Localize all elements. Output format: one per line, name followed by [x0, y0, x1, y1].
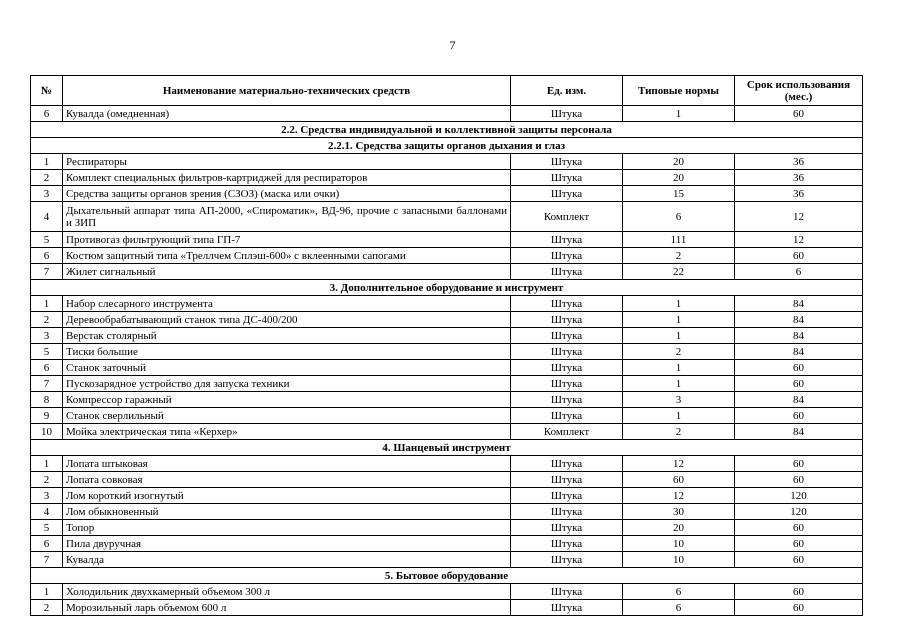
cell-unit: Штука [511, 344, 623, 360]
cell-unit: Штука [511, 520, 623, 536]
table-row [31, 312, 863, 328]
cell-norm: 6 [623, 584, 735, 600]
cell-name: Морозильный ларь объемом 600 л [63, 600, 511, 616]
cell-name: Дыхательный аппарат типа АП-2000, «Спироматик», ВД-96, прочие с запасными баллонами и ЗИП [63, 202, 511, 232]
cell-name: Средства защиты органов зрения (СЗОЗ) (маска или очки) [63, 186, 511, 202]
cell-unit: Комплект [511, 424, 623, 440]
table-row [31, 472, 863, 488]
cell-name: Компрессор гаражный [63, 392, 511, 408]
cell-name: Пила двуручная [63, 536, 511, 552]
section-row [31, 138, 863, 154]
table-row [31, 170, 863, 186]
cell-name: Костюм защитный типа «Треллчем Сплэш-600» с вклеенными сапогами [63, 248, 511, 264]
cell-num: 4 [31, 202, 63, 232]
cell-norm: 6 [623, 202, 735, 232]
cell-unit: Штука [511, 186, 623, 202]
cell-term: 60 [735, 472, 863, 488]
table-body [31, 106, 863, 616]
table-row [31, 584, 863, 600]
cell-norm: 2 [623, 424, 735, 440]
cell-term: 36 [735, 170, 863, 186]
cell-num: 7 [31, 264, 63, 280]
cell-term: 84 [735, 424, 863, 440]
section-row [31, 440, 863, 456]
cell-name: Лопата совковая [63, 472, 511, 488]
cell-name: Лом обыкновенный [63, 504, 511, 520]
page-number: 7 [449, 38, 456, 52]
table-row [31, 154, 863, 170]
cell-norm: 2 [623, 248, 735, 264]
cell-norm: 3 [623, 392, 735, 408]
cell-norm: 2 [623, 344, 735, 360]
cell-unit: Штука [511, 600, 623, 616]
cell-term: 84 [735, 344, 863, 360]
cell-num: 4 [31, 504, 63, 520]
cell-name: Лом короткий изогнутый [63, 488, 511, 504]
cell-num: 2 [31, 472, 63, 488]
cell-norm: 1 [623, 376, 735, 392]
table-header-row [31, 76, 863, 106]
cell-num: 6 [31, 536, 63, 552]
cell-term: 6 [735, 264, 863, 280]
cell-unit: Штука [511, 536, 623, 552]
cell-term: 60 [735, 106, 863, 122]
table-row [31, 600, 863, 616]
cell-term: 60 [735, 456, 863, 472]
table-row [31, 488, 863, 504]
cell-name: Топор [63, 520, 511, 536]
table-row [31, 264, 863, 280]
section-title: 2.2.1. Средства защиты органов дыхания и глаз [31, 138, 863, 154]
cell-unit: Штука [511, 376, 623, 392]
equipment-table [30, 75, 863, 616]
cell-term: 84 [735, 296, 863, 312]
cell-term: 84 [735, 392, 863, 408]
cell-num: 2 [31, 170, 63, 186]
cell-unit: Штука [511, 488, 623, 504]
cell-term: 12 [735, 202, 863, 232]
cell-num: 6 [31, 106, 63, 122]
section-title: 4. Шанцевый инструмент [31, 440, 863, 456]
cell-num: 2 [31, 312, 63, 328]
cell-unit: Штука [511, 264, 623, 280]
cell-unit: Штука [511, 360, 623, 376]
table-row [31, 360, 863, 376]
table-row [31, 248, 863, 264]
cell-name: Холодильник двухкамерный объемом 300 л [63, 584, 511, 600]
header-unit: Ед. изм. [511, 76, 623, 106]
table-row [31, 424, 863, 440]
table-row [31, 408, 863, 424]
cell-norm: 20 [623, 520, 735, 536]
cell-norm: 12 [623, 456, 735, 472]
cell-norm: 10 [623, 536, 735, 552]
cell-unit: Штука [511, 106, 623, 122]
cell-unit: Штука [511, 456, 623, 472]
cell-norm: 20 [623, 154, 735, 170]
cell-norm: 1 [623, 408, 735, 424]
cell-term: 120 [735, 488, 863, 504]
table-row [31, 456, 863, 472]
table-row [31, 504, 863, 520]
cell-norm: 60 [623, 472, 735, 488]
cell-unit: Комплект [511, 202, 623, 232]
cell-num: 5 [31, 232, 63, 248]
cell-norm: 1 [623, 106, 735, 122]
cell-num: 5 [31, 344, 63, 360]
cell-norm: 10 [623, 552, 735, 568]
cell-num: 9 [31, 408, 63, 424]
cell-num: 3 [31, 488, 63, 504]
cell-term: 36 [735, 154, 863, 170]
cell-term: 36 [735, 186, 863, 202]
cell-num: 2 [31, 600, 63, 616]
table-row [31, 344, 863, 360]
cell-name: Респираторы [63, 154, 511, 170]
cell-term: 60 [735, 536, 863, 552]
cell-num: 3 [31, 328, 63, 344]
cell-num: 6 [31, 248, 63, 264]
cell-term: 60 [735, 408, 863, 424]
cell-norm: 15 [623, 186, 735, 202]
table-row [31, 552, 863, 568]
section-row [31, 568, 863, 584]
cell-name: Лопата штыковая [63, 456, 511, 472]
header-name: Наименование материально-технических средств [63, 76, 511, 106]
cell-term: 84 [735, 312, 863, 328]
table-row [31, 106, 863, 122]
table-row [31, 536, 863, 552]
cell-term: 60 [735, 552, 863, 568]
cell-name: Тиски большие [63, 344, 511, 360]
cell-norm: 30 [623, 504, 735, 520]
cell-unit: Штука [511, 328, 623, 344]
cell-num: 5 [31, 520, 63, 536]
table-row [31, 328, 863, 344]
cell-term: 12 [735, 232, 863, 248]
cell-name: Кувалда [63, 552, 511, 568]
cell-name: Верстак столярный [63, 328, 511, 344]
table-row [31, 376, 863, 392]
cell-term: 60 [735, 520, 863, 536]
header-num: № [31, 76, 63, 106]
cell-num: 1 [31, 296, 63, 312]
table-row [31, 392, 863, 408]
cell-term: 60 [735, 248, 863, 264]
cell-unit: Штука [511, 232, 623, 248]
section-title: 2.2. Средства индивидуальной и коллективной защиты персонала [31, 122, 863, 138]
cell-name: Мойка электрическая типа «Керхер» [63, 424, 511, 440]
cell-unit: Штука [511, 312, 623, 328]
cell-num: 7 [31, 376, 63, 392]
cell-name: Станок заточный [63, 360, 511, 376]
cell-num: 7 [31, 552, 63, 568]
section-title: 5. Бытовое оборудование [31, 568, 863, 584]
cell-term: 84 [735, 328, 863, 344]
cell-term: 60 [735, 360, 863, 376]
table-row [31, 202, 863, 232]
cell-norm: 20 [623, 170, 735, 186]
table-row [31, 232, 863, 248]
header-term: Срок использования (мес.) [735, 76, 863, 106]
cell-term: 60 [735, 584, 863, 600]
cell-term: 60 [735, 600, 863, 616]
cell-name: Противогаз фильтрующий типа ГП-7 [63, 232, 511, 248]
section-title: 3. Дополнительное оборудование и инструмент [31, 280, 863, 296]
cell-unit: Штука [511, 408, 623, 424]
table-row [31, 186, 863, 202]
cell-term: 120 [735, 504, 863, 520]
cell-norm: 1 [623, 312, 735, 328]
section-row [31, 280, 863, 296]
cell-unit: Штука [511, 248, 623, 264]
cell-unit: Штука [511, 552, 623, 568]
table-row [31, 296, 863, 312]
cell-num: 6 [31, 360, 63, 376]
cell-name: Станок сверлильный [63, 408, 511, 424]
cell-num: 10 [31, 424, 63, 440]
cell-unit: Штука [511, 472, 623, 488]
cell-norm: 1 [623, 360, 735, 376]
cell-unit: Штука [511, 170, 623, 186]
cell-norm: 6 [623, 600, 735, 616]
cell-norm: 111 [623, 232, 735, 248]
header-norm: Типовые нормы [623, 76, 735, 106]
cell-num: 8 [31, 392, 63, 408]
cell-norm: 22 [623, 264, 735, 280]
cell-num: 1 [31, 154, 63, 170]
cell-unit: Штука [511, 154, 623, 170]
cell-term: 60 [735, 376, 863, 392]
cell-name: Набор слесарного инструмента [63, 296, 511, 312]
cell-unit: Штука [511, 584, 623, 600]
section-row [31, 122, 863, 138]
cell-num: 1 [31, 456, 63, 472]
cell-unit: Штука [511, 296, 623, 312]
cell-unit: Штука [511, 392, 623, 408]
cell-norm: 12 [623, 488, 735, 504]
cell-norm: 1 [623, 328, 735, 344]
cell-unit: Штука [511, 504, 623, 520]
cell-name: Деревообрабатывающий станок типа ДС-400/200 [63, 312, 511, 328]
cell-norm: 1 [623, 296, 735, 312]
cell-name: Комплект специальных фильтров-картриджей для респираторов [63, 170, 511, 186]
cell-name: Кувалда (омедненная) [63, 106, 511, 122]
table-row [31, 520, 863, 536]
cell-name: Жилет сигнальный [63, 264, 511, 280]
cell-name: Пускозарядное устройство для запуска техники [63, 376, 511, 392]
cell-num: 1 [31, 584, 63, 600]
cell-num: 3 [31, 186, 63, 202]
